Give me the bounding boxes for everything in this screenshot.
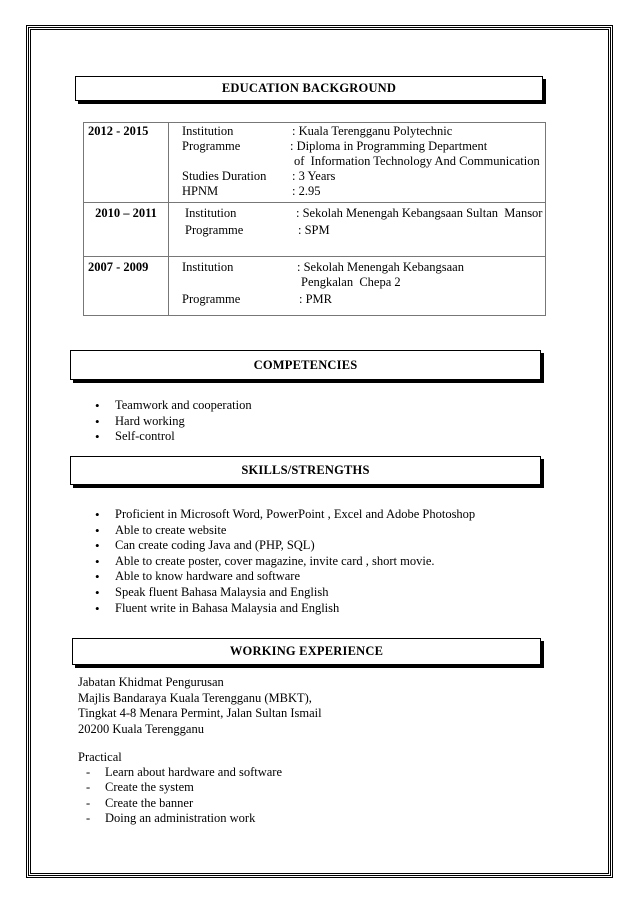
details-cell <box>169 123 546 203</box>
list-item: - Doing an administration work <box>86 811 282 826</box>
list-item: • Speak fluent Bahasa Malaysia and English <box>93 585 475 601</box>
field-value: : Kuala Terengganu Polytechnic <box>292 124 453 138</box>
competencies-title: COMPETENCIES <box>253 357 358 372</box>
field-value: : 2.95 <box>292 184 321 198</box>
list-item: • Able to create poster, cover magazine, invite card , short movie. <box>93 554 475 570</box>
practical-label: Practical <box>78 750 122 764</box>
year: 2010 – 2011 <box>95 206 157 220</box>
list-item: - Create the system <box>86 780 282 795</box>
field-value: : PMR <box>299 292 333 306</box>
competencies-list <box>93 398 252 445</box>
field-key: Studies Duration <box>182 169 267 183</box>
table-row <box>84 203 546 257</box>
list-item: • Proficient in Microsoft Word, PowerPoint , Excel and Adobe Photoshop <box>93 507 475 523</box>
address-line: Majlis Bandaraya Kuala Terengganu (MBKT), <box>78 690 312 705</box>
list-item: • Self-control <box>93 429 252 445</box>
field-key: Programme <box>182 292 241 306</box>
list-item: • Can create coding Java and (PHP, SQL) <box>93 538 475 554</box>
details-cell <box>169 257 546 316</box>
list-item: • Teamwork and cooperation <box>93 398 252 414</box>
year: 2012 - 2015 <box>88 124 149 138</box>
list-item: • Fluent write in Bahasa Malaysia and English <box>93 601 475 617</box>
practical-tasks <box>86 765 282 826</box>
education-table <box>83 122 546 316</box>
list-item: • Hard working <box>93 414 252 430</box>
year-cell <box>84 257 169 316</box>
list-item: • Able to know hardware and software <box>93 569 475 585</box>
field-value: : 3 Years <box>292 169 336 183</box>
field-key: Institution <box>182 124 234 138</box>
skills-title: SKILLS/STRENGTHS <box>241 463 370 477</box>
field-value: : Sekolah Menengah Kebangsaan Pengkalan Chepa 2 <box>297 260 464 289</box>
employer-address <box>78 675 322 737</box>
field-key: HPNM <box>182 184 219 198</box>
list-item: • Able to create website <box>93 523 475 539</box>
skills-list <box>93 507 475 616</box>
year: 2007 - 2009 <box>88 260 149 274</box>
address-line: Tingkat 4-8 Menara Permint, Jalan Sultan Ismail <box>78 706 322 721</box>
details-cell <box>169 203 546 257</box>
education-header <box>75 76 543 101</box>
address-line: Jabatan Khidmat Pengurusan <box>78 675 224 689</box>
table-row <box>84 257 546 316</box>
field-key: Institution <box>185 206 237 220</box>
year-cell <box>84 203 169 257</box>
competencies-header <box>70 350 541 380</box>
year-cell <box>84 123 169 203</box>
field-value: : Diploma in Programming Department of Information Technology And Communication <box>290 139 540 168</box>
field-key: Institution <box>182 260 234 274</box>
list-item: - Learn about hardware and software <box>86 765 282 780</box>
list-item: - Create the banner <box>86 796 282 811</box>
skills-header <box>70 456 541 485</box>
field-value: : SPM <box>298 223 330 237</box>
field-key: Programme <box>185 223 244 237</box>
experience-header <box>72 638 541 665</box>
field-key: Programme <box>182 139 241 153</box>
table-row <box>84 123 546 203</box>
education-title: EDUCATION BACKGROUND <box>221 81 397 95</box>
field-value: : Sekolah Menengah Kebangsaan Sultan Mansor <box>296 206 543 220</box>
address-line: 20200 Kuala Terengganu <box>78 721 204 736</box>
experience-title: WORKING EXPERIENCE <box>229 644 384 658</box>
